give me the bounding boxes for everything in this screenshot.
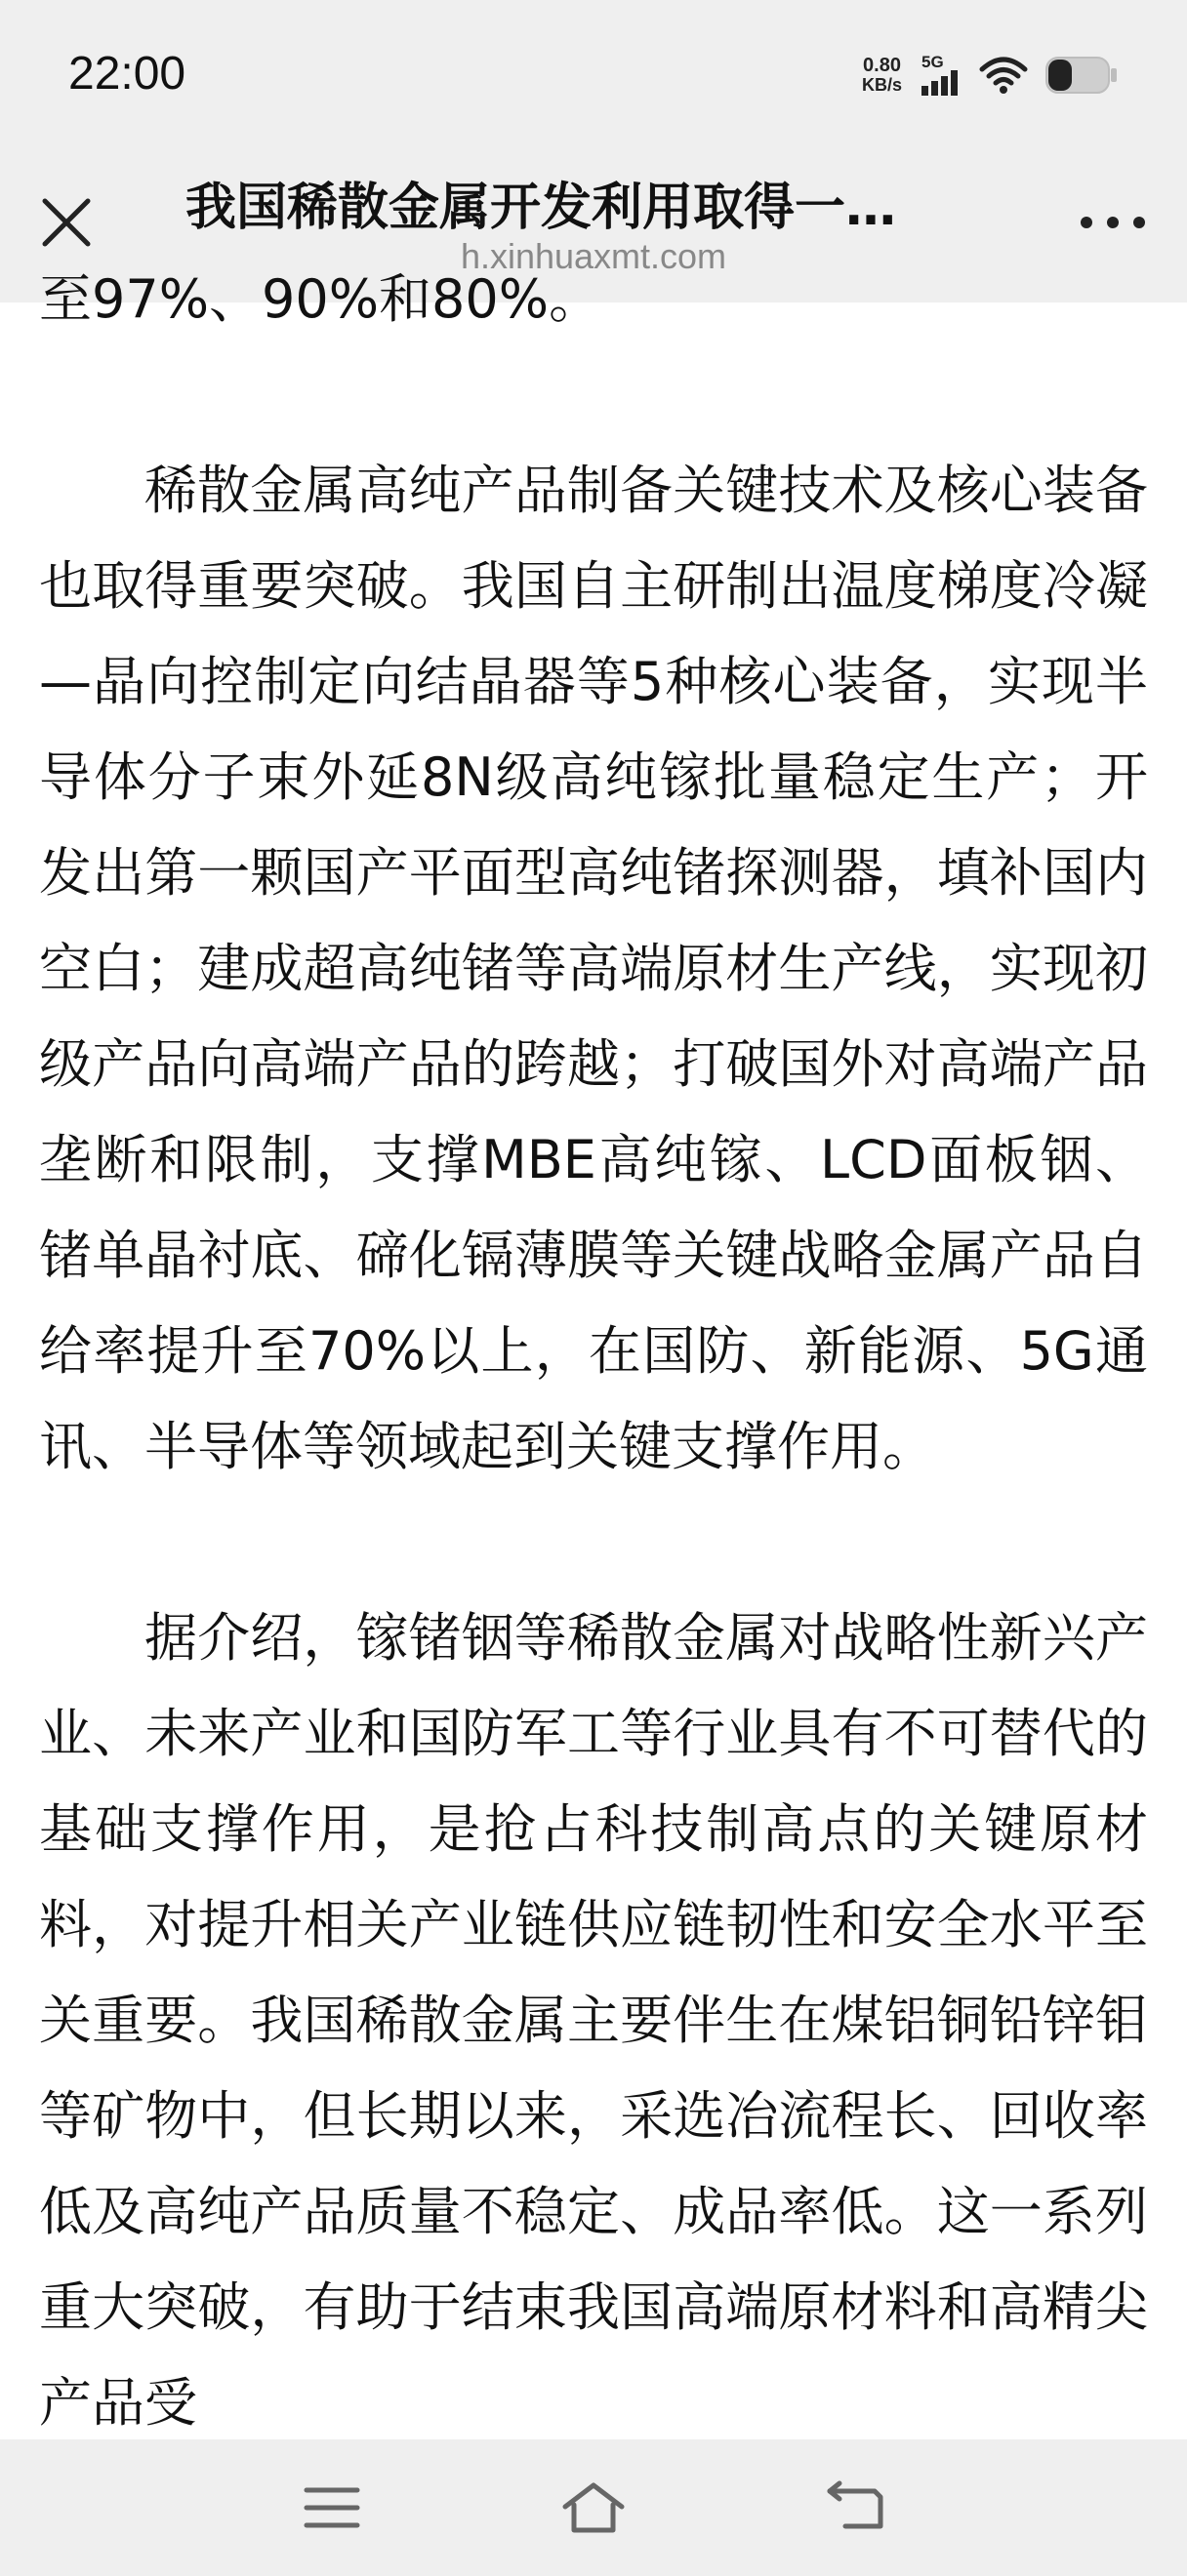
page-title: 我国稀散金属开发利用取得一… [185,179,897,237]
menu-icon [305,2486,359,2529]
network-speed-value: 0.80 [863,55,901,76]
status-icons [862,51,1119,100]
home-button[interactable] [554,2469,633,2547]
article-content[interactable] [0,268,1187,2439]
system-navigation-bar [0,2439,1187,2576]
article-partial-line: 至97%、90%和80%。 [39,268,602,330]
status-time: 22:00 [68,48,186,100]
article-paragraph: 稀散金属高纯产品制备关键技术及核心装备也取得重要突破。我国自主研制出温度梯度冷凝—晶向控制定向结晶器等5种核心装备，实现半导体分子束外延8N级高纯镓批量稳定生产；开发出第一颗国产平面型高纯锗探测器，填补国内空白；建成超高纯锗等高端原材生产线，实现初级产品向高端产品的跨越；打破国外对高端产品垄断和限制，支撑MBE高纯镓、LCD面板铟、锗单晶衬底、碲化镉薄膜等关键战略金属产品自给率提升至70%以上，在国防、新能源、5G通讯、半导体等领域起到关键支撑作用。 [39,460,1148,1477]
network-speed-unit: KB/s [861,75,902,95]
menu-button[interactable] [293,2469,371,2547]
battery-icon [1044,55,1119,96]
status-bar [0,0,1187,146]
article-body [39,252,1148,2547]
cellular-signal [920,55,962,96]
network-speed [862,56,902,95]
more-icon [1079,215,1147,230]
back-icon [826,2481,884,2534]
article-paragraph: 据介绍，镓锗铟等稀散金属对战略性新兴产业、未来产业和国防军工等行业具有不可替代的基础支撑作用，是抢占科技制高点的关键原材料，对提升相关产业链供应链韧性和安全水平至关重要。我国稀散金属主要伴生在煤铝铜铅锌钼等矿物中，但长期以来，采选冶流程长、回收率低及高纯产品质量不稳定、成品率低。这一系列重大突破，有助于结束我国高端原材料和高精尖产品受 [39,1607,1148,2434]
network-type-label: 5G [921,53,944,71]
home-icon [561,2481,626,2534]
signal-bars-icon [920,70,962,96]
back-button[interactable] [816,2469,894,2547]
wifi-icon [980,56,1027,95]
more-options-button[interactable] [1074,191,1152,254]
page-domain: h.xinhuaxmt.com [460,236,727,276]
